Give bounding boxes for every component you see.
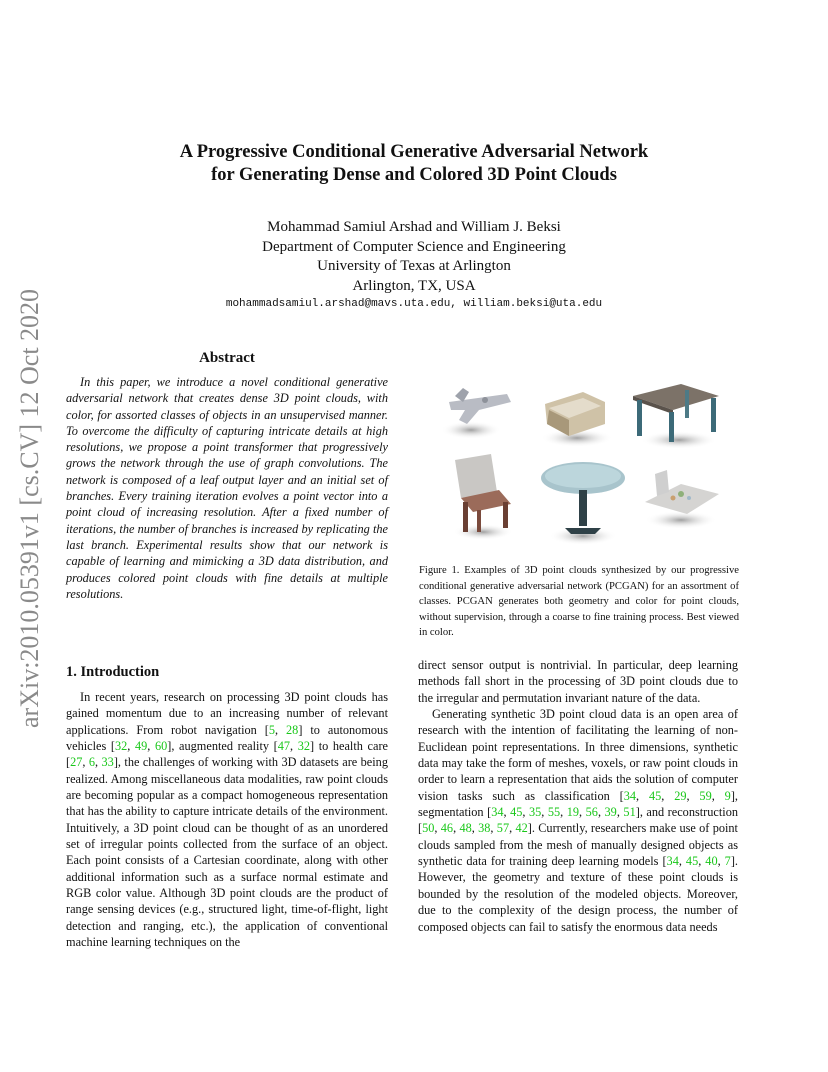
citation-link[interactable]: 34 <box>666 854 679 869</box>
introduction-heading: 1. Introduction <box>66 664 160 680</box>
citation-link[interactable]: 51 <box>623 805 636 820</box>
paper-title <box>100 141 728 187</box>
citation-link[interactable]: 45 <box>648 788 662 803</box>
citation-link[interactable]: 46 <box>440 821 454 836</box>
citation-link[interactable]: 34 <box>623 788 637 803</box>
round-table-point-cloud <box>541 462 625 545</box>
author-university: University of Texas at Arlington <box>317 258 511 274</box>
citation-link[interactable]: 42 <box>515 821 528 836</box>
title-line-2: for Generating Dense and Colored 3D Point Clouds <box>211 165 617 185</box>
abstract-heading: Abstract <box>199 350 255 366</box>
chair-point-cloud <box>453 454 513 540</box>
citation-link[interactable]: 57 <box>496 821 510 836</box>
citation-link[interactable]: 32 <box>115 739 128 754</box>
author-names: Mohammad Samiul Arshad and William J. Beksi <box>267 219 561 235</box>
abstract-text: In this paper, we introduce a novel conditional generative adversarial network that creates dense 3D point clouds, with color, for assorted classes of objects in an unsupervised manner. To overcome the difficulty of capturing intricate details at high resolutions, we propose a point transformer that progressively grows the network through the use of graph convolutions. The network is composed of a leaf output layer and an initial set of branches. Every training iteration evolves a point vector into a point cloud of increasing resolution. After a fixed number of iterations, the number of branches is increased by replicating the last branch. Experimental results show that our network is capable of learning and mimicking a 3D data distribution, and produces colored point clouds with fine details at multiple resolutions. <box>66 375 388 601</box>
citation-link[interactable]: 45 <box>685 854 699 869</box>
citation-link[interactable]: 33 <box>101 755 114 770</box>
citation-link[interactable]: 35 <box>528 805 542 820</box>
citation-link[interactable]: 38 <box>478 821 491 836</box>
citation-link[interactable]: 29 <box>674 788 687 803</box>
title-line-1: A Progressive Conditional Generative Adversarial Network <box>179 142 649 162</box>
sofa-point-cloud <box>541 392 613 447</box>
email-link-2[interactable]: william.beksi@uta.edu <box>463 298 603 310</box>
arxiv-stamp <box>6 290 46 730</box>
citation-link[interactable]: 27 <box>70 755 83 770</box>
arxiv-id: arXiv:2010.05391v1 [cs.CV] 12 Oct 2020 <box>15 290 44 728</box>
author-block <box>100 218 728 296</box>
intro-paragraph-2: direct sensor output is nontrivial. In particular, deep learning methods fall short in the processing of 3D point clouds due to the irregular and permutation invariant nature of the data. <box>418 658 738 705</box>
figure-1-image <box>419 374 739 558</box>
citation-link[interactable]: 9 <box>724 788 731 803</box>
citation-link[interactable]: 49 <box>134 739 148 754</box>
citation-link[interactable]: 47 <box>277 739 291 754</box>
citation-link[interactable]: 28 <box>286 722 299 737</box>
table-point-cloud <box>633 384 719 449</box>
vessel-point-cloud <box>645 470 719 529</box>
citation-link[interactable]: 45 <box>510 805 523 820</box>
figure-1-caption: Figure 1. Examples of 3D point clouds synthesized by our progressive conditional generative adversarial network (PCGAN) for an assortment of classes. PCGAN generates both geometry and color for point clouds, without supervision, through a coarse to fine training process. Best viewed in color. <box>419 565 739 639</box>
citation-link[interactable]: 5 <box>268 722 276 737</box>
citation-link[interactable]: 7 <box>724 854 731 869</box>
intro-paragraph-3: Generating synthetic 3D point cloud data is an open area of research with the intention of facilitating the learning of non-Euclidean point representations. In three dimensions, synthetic data may take the form of meshes, voxels, or raw point clouds in order to learn a representation that aids the solution of computer vision tasks such as classification [34, 45, 29, 59, 9], segmentation [34, 45, 35, 55, 19, 56, 39, 51], and reconstruction [50, 46, 48, 38, 57, 42]. Currently, researchers make use of point clouds sampled from the mesh of manually designed objects as synthetic data for training deep learning models [34, 45, 40, 7]. However, the geometry and texture of these point clouds is bounded by the resolution of the modeled objects. Moreover, due to the complexity of the design process, the number of composed objects can fail to satisfy the enormous data needs <box>418 707 739 934</box>
right-column-text <box>418 657 738 935</box>
citation-link[interactable]: 6 <box>88 755 96 770</box>
citation-link[interactable]: 60 <box>154 739 168 754</box>
citation-link[interactable]: 32 <box>297 739 310 754</box>
citation-link[interactable]: 56 <box>585 805 598 820</box>
email-link-1[interactable]: mohammadsamiul.arshad@mavs.uta.edu, <box>225 298 457 310</box>
citation-link[interactable]: 39 <box>604 805 617 820</box>
citation-link[interactable]: 55 <box>547 805 561 820</box>
intro-paragraph-1: In recent years, research on processing 3D point clouds has gained momentum due to an increasing number of relevant applications. From robot navigation [5, 28] to autonomous vehicles [32, 49, 60], augmented reality [47, 32] to health care [27, 6, 33], the challenges of working with 3D datasets are being realized. Among miscellaneous data modalities, raw point clouds are becoming popular as a compact homogeneous representation that has the ability to capture intricate details of the environment. Intuitively, a 3D point cloud can be thought of as an unordered set of irregular points collected from the surface of an object. Each point consists of a Cartesian coordinate, along with other additional information such as a surface normal estimate and RGB color value. Although 3D point clouds are the product of range sensing devices (e.g., structured light, time-of-flight, light detection and ranging, etc.), the application of conventional machine learning techniques on the <box>66 690 388 950</box>
citation-link[interactable]: 59 <box>699 788 712 803</box>
citation-link[interactable]: 48 <box>459 821 472 836</box>
left-column-text <box>66 689 388 951</box>
citation-link[interactable]: 19 <box>566 805 580 820</box>
airplane-point-cloud <box>441 388 511 439</box>
citation-link[interactable]: 40 <box>705 854 718 869</box>
author-emails <box>100 298 728 310</box>
author-department: Department of Computer Science and Engineering <box>262 238 566 255</box>
author-location: Arlington, TX, USA <box>352 277 476 294</box>
citation-link[interactable]: 34 <box>491 805 504 820</box>
citation-link[interactable]: 50 <box>422 821 435 836</box>
